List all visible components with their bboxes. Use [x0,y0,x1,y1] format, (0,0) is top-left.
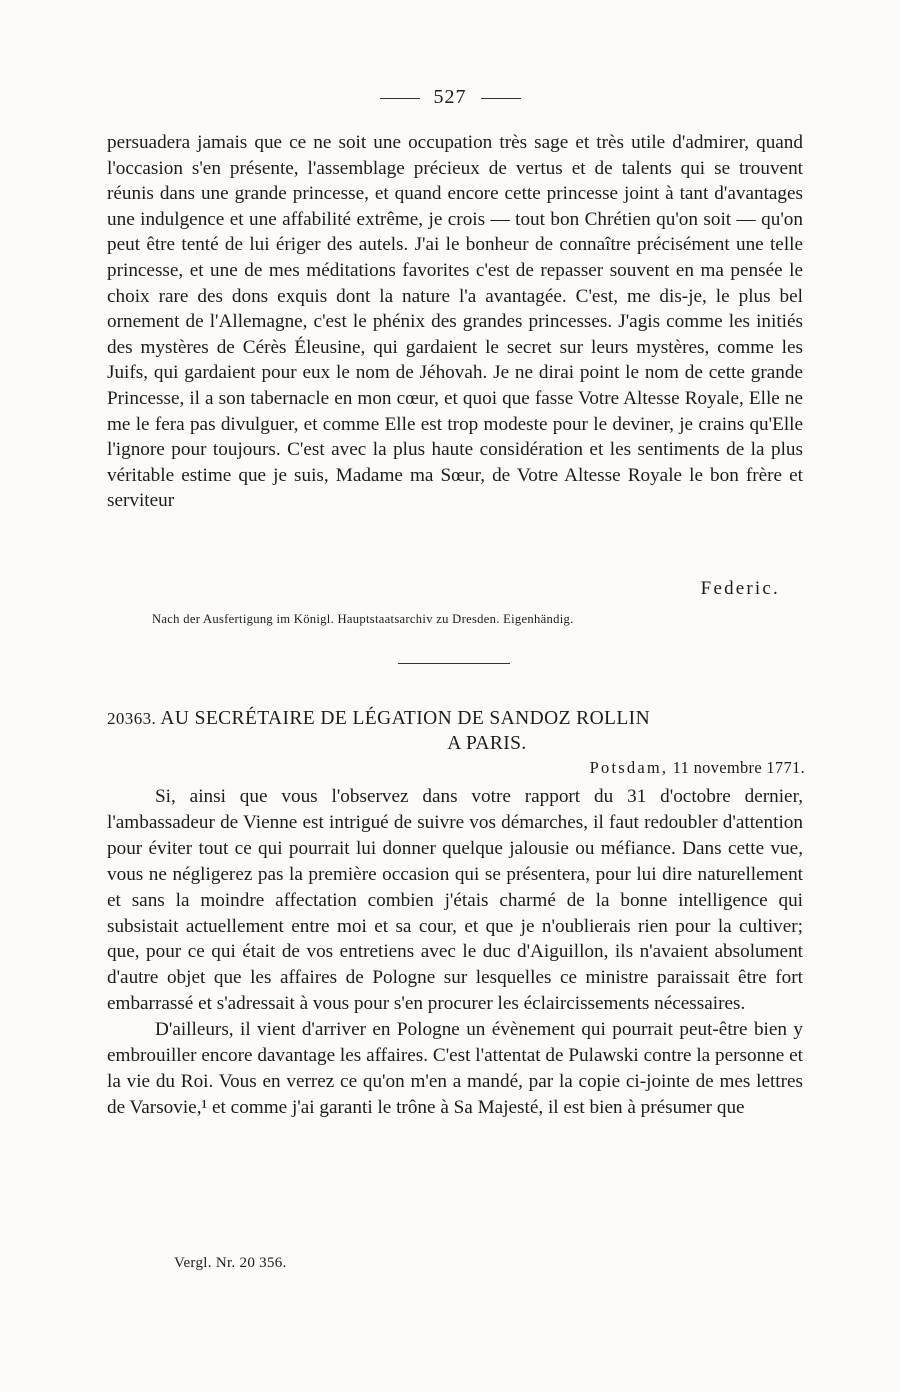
page-number [0,86,900,109]
letter-continued-text: persuadera jamais que ce ne soit une occupation très sage et très utile d'admirer, quand l'occasion s'en présente, l'assemblage précieux de vertus et de talents qui se trouvent réunis dans une grande princesse, et quand encore cette princesse joint à tant d'avantages une indulgence et une affabilité extrême, je crois — tout bon Chrétien qu'on soit — qu'on peut être tenté de lui ériger des autels. J'ai le bonheur de connaître précisément une telle princesse, et une de mes méditations favorites c'est de repasser souvent en ma pensée le choix rare des dons exquis dont la nature l'a avantagée. C'est, me dis-je, le plus bel ornement de l'Allemagne, c'est le phénix des grandes princesses. J'agis comme les initiés des mystères de Cérès Éleusine, qui gardaient le secret sur leurs mystères, comme les Juifs, qui gardaient pour eux le nom de Jéhovah. Je ne dirai point le nom de cette grande Princesse, il a son tabernacle en mon cœur, et quoi que fasse Votre Altesse Royale, Elle ne me le fera pas divulguer, et comme Elle est trop modeste pour le deviner, je crains qu'Elle l'ignore pour toujours. C'est avec la plus haute considération et les sentiments de la plus véritable estime que je suis, Madame ma Sœur, de Votre Altesse Royale le bon frère et serviteur [107,132,803,512]
dateline-place: Potsdam, [589,758,669,777]
source-note: Nach der Ausfertigung im Königl. Hauptstaatsarchiv zu Dresden. Eigenhändig. [152,612,574,626]
footnote: Vergl. Nr. 20 356. [174,1255,287,1271]
page-number-dash-right [481,98,521,99]
section-divider [398,663,510,664]
dateline [590,758,805,778]
body-paragraph-1: Si, ainsi que vous l'observez dans votre rapport du 31 d'octobre dernier, l'ambassadeur de Vienne est intrigué de suivre vos démarches, il faut redoubler d'attention pour éviter tout ce qui pourrait lui donner quelque jalousie ou méfiance. Dans cette vue, vous ne négligerez pas la première occasion qui se présentera, pour lui dire naturellement et sans la moindre affectation combien j'étais charmé de la bonne intelligence qui subsistait actuellement entre moi et sa cour, et que je n'oublierais rien pour la cultiver; que, pour ce qui était de vos entretiens avec le duc d'Aiguillon, ils n'avaient absolument d'autre objet que les affaires de Pologne sur lesquelles ce ministre paraissait être fort embarrassé et s'adressait à vous pour s'en procurer les éclaircissements nécessaires. [107,786,803,1015]
page-number-dash-left [380,98,420,99]
body-paragraph-2: D'ailleurs, il vient d'arriver en Pologne un évènement qui pourrait peut-être bien y embrouiller encore davantage les affaires. C'est l'attentat de Pulawski contre la personne et la vie du Roi. Vous en verrez ce qu'on m'en a mandé, par la copie ci-jointe de mes lettres de Varsovie,¹ et comme j'ai garanti le trône à Sa Majesté, il est bien à présumer que [107,1019,803,1118]
document-title-line1: AU SECRÉTAIRE DE LÉGATION DE SANDOZ ROLLIN [160,708,651,729]
document-body [107,784,803,1121]
document-title-line2: A PARIS. [447,733,527,754]
dateline-date: 11 novembre 1771. [672,758,805,777]
document-number: 20363. [107,709,157,728]
document-heading [107,706,807,756]
page-number-text: 527 [433,86,467,108]
signature: Federic. [700,578,780,599]
